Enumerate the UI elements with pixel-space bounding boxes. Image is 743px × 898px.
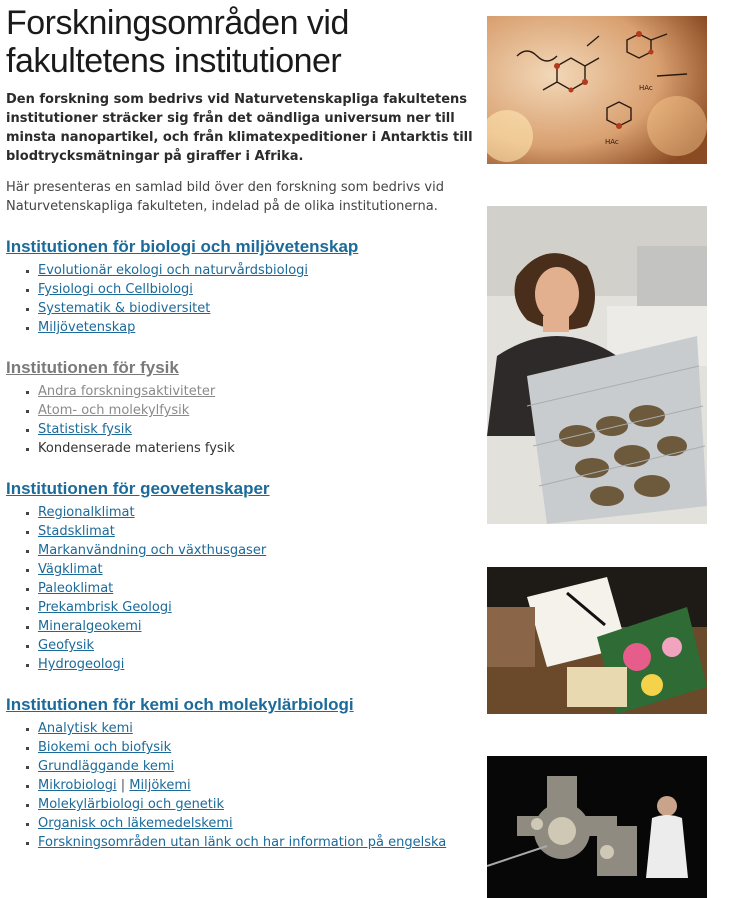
- research-link[interactable]: Hydrogeologi: [38, 657, 125, 672]
- research-link[interactable]: Fysiologi och Cellbiologi: [38, 282, 193, 297]
- lead-paragraph: Den forskning som bedrivs vid Naturvetenskapliga fakultetens institutioner sträcker sig från det oändliga universum ner till minsta nanopartikel, och från klimatexpeditioner i Antarktis till blodtrycksmätningar på giraffer i Afrika.: [6, 92, 473, 164]
- list-item: [38, 738, 474, 757]
- research-link[interactable]: Atom- och molekylfysik: [38, 403, 190, 418]
- chem-label: HAc: [605, 138, 619, 146]
- intro-paragraph: Här presenteras en samlad bild över den forskning som bedrivs vid Naturvetenskapliga fakulteten, indelad på de olika institutionerna.: [6, 180, 444, 214]
- research-link[interactable]: Systematik & biodiversitet: [38, 301, 211, 316]
- chemistry-photo: [487, 16, 707, 164]
- section-geosciences: [6, 478, 474, 674]
- research-link[interactable]: Miljövetenskap: [38, 320, 136, 335]
- researcher-photo: [487, 206, 707, 524]
- section-chemistry: [6, 694, 474, 852]
- research-link[interactable]: Andra forskningsaktiviteter: [38, 384, 216, 399]
- research-list: [6, 719, 474, 852]
- research-list: [6, 503, 474, 674]
- list-item: [38, 560, 474, 579]
- page-title: [6, 4, 474, 80]
- section-heading: [6, 357, 474, 379]
- research-link[interactable]: Biokemi och biofysik: [38, 740, 172, 755]
- list-item: [38, 318, 474, 337]
- section-heading: [6, 478, 474, 500]
- research-list: [6, 382, 474, 458]
- list-item: [38, 299, 474, 318]
- research-link[interactable]: Analytisk kemi: [38, 721, 133, 736]
- list-item: [38, 522, 474, 541]
- list-item: [38, 503, 474, 522]
- research-link[interactable]: Organisk och läkemedelskemi: [38, 816, 233, 831]
- main-content: [6, 4, 474, 852]
- list-item: [38, 401, 474, 420]
- list-item: [38, 541, 474, 560]
- chem-label: HAc: [639, 84, 653, 92]
- list-item: [38, 280, 474, 299]
- lab-illustration: [487, 756, 707, 898]
- research-text: Kondenserade materiens fysik: [38, 441, 235, 456]
- research-link[interactable]: Forskningsområden utan länk och har information på engelska: [38, 835, 447, 850]
- list-item: [38, 655, 474, 674]
- research-link[interactable]: Evolutionär ekologi och naturvårdsbiologi: [38, 263, 309, 278]
- research-link[interactable]: Grundläggande kemi: [38, 759, 175, 774]
- research-link[interactable]: Miljökemi: [129, 778, 191, 793]
- research-list: [6, 261, 474, 337]
- list-item: [38, 598, 474, 617]
- research-link[interactable]: Statistisk fysik: [38, 422, 132, 437]
- section-heading-link-physics[interactable]: Institutionen för fysik: [6, 358, 179, 377]
- list-item: [38, 261, 474, 280]
- research-link[interactable]: Mineralgeokemi: [38, 619, 142, 634]
- list-item: [38, 757, 474, 776]
- page-title-line-2: fakultetens institutioner: [6, 42, 342, 80]
- list-item: [38, 439, 474, 458]
- list-item: [38, 719, 474, 738]
- list-item: [38, 833, 474, 852]
- research-link[interactable]: Paleoklimat: [38, 581, 114, 596]
- lab-instrument-photo: [487, 756, 707, 898]
- botanical-photo: [487, 567, 707, 714]
- chemistry-illustration: [487, 16, 707, 164]
- section-heading-link-biology[interactable]: Institutionen för biologi och miljövetenskap: [6, 237, 359, 256]
- link-separator: |: [120, 778, 126, 793]
- section-heading-link-geosciences[interactable]: Institutionen för geovetenskaper: [6, 479, 270, 498]
- section-heading-link-chemistry[interactable]: Institutionen för kemi och molekylärbiologi: [6, 695, 354, 714]
- research-link[interactable]: Prekambrisk Geologi: [38, 600, 172, 615]
- researcher-illustration: [487, 206, 707, 524]
- section-heading: [6, 236, 474, 258]
- page-title-line-1: Forskningsområden vid: [6, 4, 349, 42]
- research-link[interactable]: Mikrobiologi: [38, 778, 117, 793]
- list-item: [38, 636, 474, 655]
- research-link[interactable]: Geofysik: [38, 638, 94, 653]
- research-link[interactable]: Regionalklimat: [38, 505, 135, 520]
- botanical-illustration: [487, 567, 707, 714]
- list-item: [38, 382, 474, 401]
- section-biology: [6, 236, 474, 337]
- section-physics: [6, 357, 474, 458]
- list-item: [38, 617, 474, 636]
- research-link[interactable]: Stadsklimat: [38, 524, 115, 539]
- research-link[interactable]: Markanvändning och växthusgaser: [38, 543, 267, 558]
- research-link[interactable]: Molekylärbiologi och genetik: [38, 797, 225, 812]
- list-item: [38, 795, 474, 814]
- list-item: [38, 579, 474, 598]
- list-item: [38, 814, 474, 833]
- section-heading: [6, 694, 474, 716]
- list-item: [38, 420, 474, 439]
- list-item: [38, 776, 474, 795]
- research-link[interactable]: Vägklimat: [38, 562, 103, 577]
